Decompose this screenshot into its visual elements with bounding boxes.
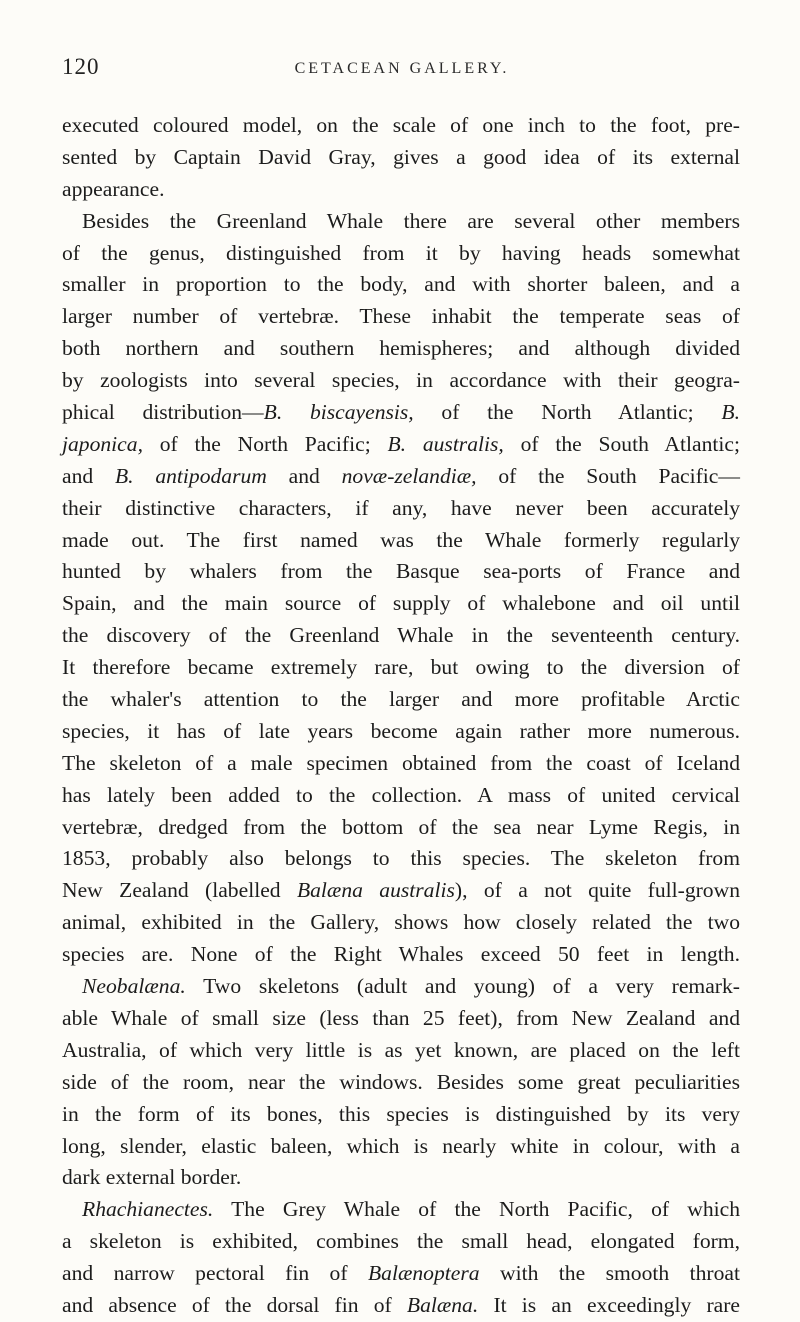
text-line: 1853, probably also belongs to this species. The skeleton from [62, 846, 740, 871]
text-line: New Zealand (labelled Balæna australis), of a not quite full-grown [62, 878, 740, 903]
text-line: It therefore became extremely rare, but owing to the diversion of [62, 655, 740, 680]
text-line: side of the room, near the windows. Besides some great peculiarities [62, 1069, 740, 1094]
text-line: by zoologists into several species, in accordance with their geogra- [62, 368, 740, 393]
text-line: vertebræ, dredged from the bottom of the sea near Lyme Regis, in [62, 814, 740, 839]
text-line: and B. antipodarum and novæ-zelandiæ, of the South Pacific— [62, 463, 740, 488]
text-line: species are. None of the Right Whales exceed 50 feet in length. [62, 942, 740, 967]
text-line: dark external border. [62, 1165, 242, 1190]
text-line: hunted by whalers from the Basque sea-ports of France and [62, 559, 740, 584]
text-line: and narrow pectoral fin of Balænoptera with the smooth throat [62, 1261, 740, 1286]
text-line: larger number of vertebræ. These inhabit the temperate seas of [62, 304, 740, 329]
text-line: japonica, of the North Pacific; B. australis, of the South Atlantic; [62, 431, 740, 456]
text-line: Besides the Greenland Whale there are several other members [82, 208, 740, 233]
species-name: B. [721, 400, 740, 425]
text-line: smaller in proportion to the body, and with shorter baleen, and a [62, 272, 740, 297]
text-line: Australia, of which very little is as yet known, are placed on the left [62, 1037, 740, 1062]
text-line: Neobalæna. Two skeletons (adult and young) of a very remark- [82, 974, 740, 999]
text-line: The skeleton of a male specimen obtained from the coast of Iceland [62, 750, 740, 775]
text-line: Spain, and the main source of supply of whalebone and oil until [62, 591, 740, 616]
text-line: appearance. [62, 176, 165, 201]
text-line: Rhachianectes. The Grey Whale of the North Pacific, of which [82, 1197, 740, 1222]
text-line: has lately been added to the collection. A mass of united cervical [62, 782, 740, 807]
genus-heading: Neobalæna. [82, 974, 186, 999]
species-name: B. australis, [387, 431, 504, 456]
body-text [62, 110, 740, 1322]
genus-heading: Rhachianectes. [82, 1197, 214, 1222]
text-line: sented by Captain David Gray, gives a good idea of its external [62, 144, 740, 169]
species-name: Balæna australis [296, 878, 455, 903]
text-line: in the form of its bones, this species is distinguished by its very [62, 1101, 740, 1126]
page-header [62, 54, 742, 84]
species-name: Balænoptera [367, 1261, 480, 1286]
text-line: the discovery of the Greenland Whale in the seventeenth century. [62, 623, 740, 648]
text-line: and absence of the dorsal fin of Balæna. It is an exceedingly rare [62, 1292, 740, 1317]
text-line: both northern and southern hemispheres; and although divided [62, 336, 740, 361]
text-line: a skeleton is exhibited, combines the small head, elongated form, [62, 1229, 740, 1254]
species-name: novæ-zelandiæ, [341, 463, 477, 488]
text-line: animal, exhibited in the Gallery, shows how closely related the two [62, 910, 740, 935]
text-line: their distinctive characters, if any, have never been accurately [62, 495, 740, 520]
species-name: B. antipodarum [114, 463, 267, 488]
text-line: of the genus, distinguished from it by having heads somewhat [62, 240, 740, 265]
text-line: the whaler's attention to the larger and more profitable Arctic [62, 687, 740, 712]
species-name: B. biscayensis, [263, 400, 414, 425]
text-line: able Whale of small size (less than 25 feet), from New Zealand and [62, 1005, 740, 1030]
text-line: phical distribution—B. biscayensis, of the North Atlantic; B. [62, 400, 740, 425]
text-line: species, it has of late years become again rather more numerous. [62, 718, 740, 743]
text-line: made out. The first named was the Whale formerly regularly [62, 527, 740, 552]
text-line: long, slender, elastic baleen, which is nearly white in colour, with a [62, 1133, 740, 1158]
species-name: Balæna. [406, 1292, 479, 1317]
page-number: 120 [62, 54, 100, 79]
species-name: japonica, [62, 431, 143, 456]
running-head: CETACEAN GALLERY. [294, 60, 510, 77]
text-line: executed coloured model, on the scale of one inch to the foot, pre- [62, 113, 740, 137]
